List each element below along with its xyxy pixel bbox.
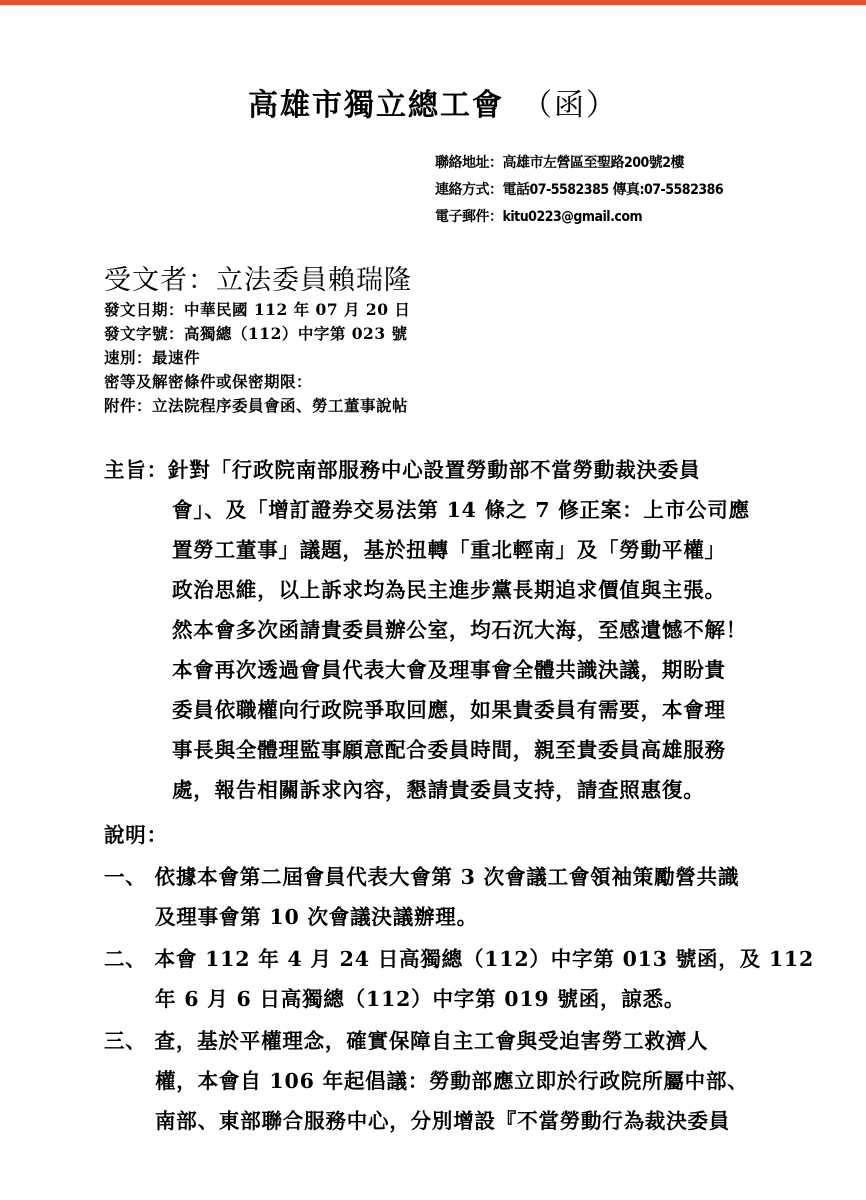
subject-line: 然本會多次函請貴委員辦公室，均石沉大海，至感遺憾不解！: [172, 618, 748, 642]
subject-line: 政治思維，以上訴求均為民主進步黨長期追求價值與主張。: [172, 578, 726, 602]
explanation-line: 年 6 月 6 日高獨總（112）中字第 019 號函，諒悉。: [155, 987, 686, 1011]
contact-address: 聯絡地址：高雄市左營區至聖路200號2樓: [435, 155, 685, 171]
attachment: 附件：立法院程序委員會函、勞工董事說帖: [104, 396, 409, 415]
subject-line: 會」、及「增訂證券交易法第 14 條之 7 修正案：上市公司應: [172, 498, 750, 522]
subject-line: 事長與全體理監事願意配合委員時間，親至貴委員高雄服務: [172, 738, 726, 762]
explanation-line: 一、 依據本會第二屆會員代表大會第 3 次會議工會領袖策勵營共識: [104, 865, 740, 889]
explanation-line: 三、 查，基於平權理念，確實保障自主工會與受迫害勞工救濟人: [104, 1029, 709, 1053]
contact-email: 電子郵件：kitu0223@gmail.com: [435, 209, 643, 225]
explanation-line: 南部、東部聯合服務中心，分別增設『不當勞動行為裁決委員: [155, 1109, 731, 1133]
contact-phone: 連絡方式：電話07-5582385 傳真:07-5582386: [435, 182, 724, 198]
secrecy-level: 密等及解密條件或保密期限：: [104, 372, 313, 391]
explanation-heading: 說明：: [104, 823, 168, 847]
subject-line: 主旨：針對「行政院南部服務中心設置勞動部不當勞動裁決委員: [104, 458, 701, 482]
subject-line: 置勞工董事」議題，基於扭轉「重北輕南」及「勞動平權」: [172, 538, 726, 562]
explanation-line: 權，本會自 106 年起倡議：勞動部應立即於行政院所屬中部、: [155, 1069, 749, 1093]
explanation-line: 二、 本會 112 年 4 月 24 日高獨總（112）中字第 013 號函，及 112: [104, 947, 815, 971]
recipient: 受文者：立法委員賴瑞隆: [104, 265, 412, 296]
title-text: 高雄市獨立總工會: [248, 88, 504, 123]
title-suffix: （函）: [522, 88, 618, 123]
subject-line: 委員依職權向行政院爭取回應，如果貴委員有需要，本會理: [172, 698, 726, 722]
issue-date: 發文日期：中華民國 112 年 07 月 20 日: [104, 300, 411, 319]
subject-line: 本會再次透過會員代表大會及理事會全體共識決議，期盼貴: [172, 658, 726, 682]
explanation-line: 及理事會第 10 次會議決議辦理。: [155, 905, 478, 929]
top-accent-bar: [0, 0, 866, 5]
subject-line: 處，報告相關訴求內容，懇請貴委員支持，請查照惠復。: [172, 778, 705, 802]
document-title: [0, 80, 866, 124]
document-number: 發文字號：高獨總（112）中字第 023 號: [104, 324, 408, 343]
urgency: 速別：最速件: [104, 348, 201, 367]
